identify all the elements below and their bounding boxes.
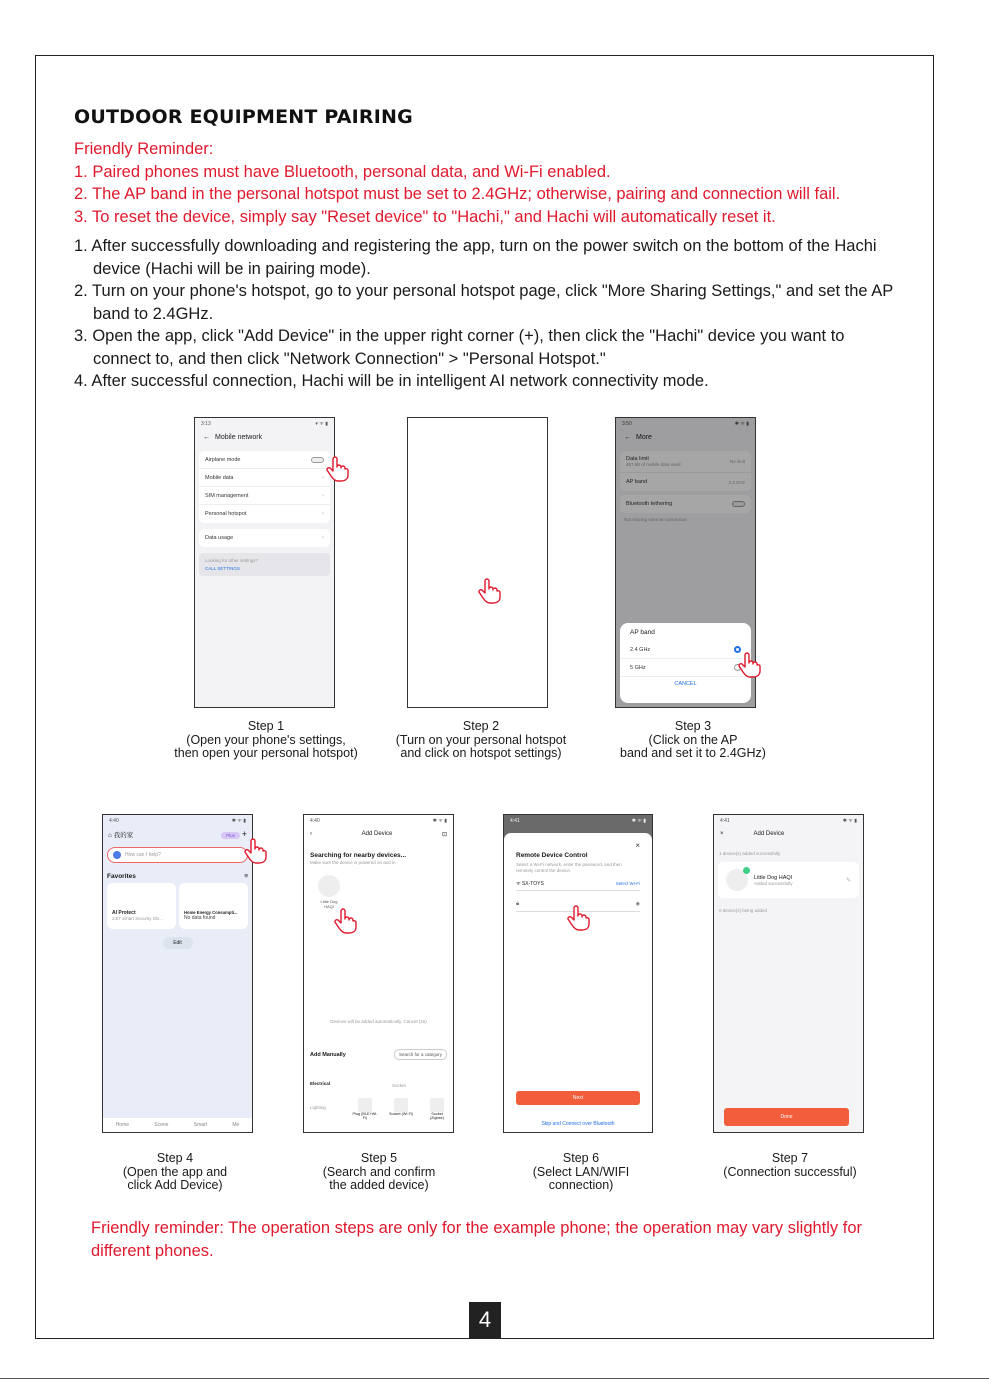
reminder-item: 1. Paired phones must have Bluetooth, personal data, and Wi-Fi enabled.	[74, 162, 611, 181]
home-icon: ⌂	[108, 831, 112, 839]
status-time: 4:41	[510, 818, 520, 824]
menu-icon: ≡	[244, 873, 248, 880]
sheet-title: AP band	[630, 629, 655, 636]
pointing-hand-icon	[244, 838, 268, 864]
screenshot-step5	[303, 814, 454, 1133]
being-added: 0 device(s) being added	[719, 908, 768, 913]
added-count: 1 device(s) added successfully	[719, 851, 781, 856]
instruction-item: 2. Turn on your phone's hotspot, go to your personal hotspot page, click "More Sharing Settings," and set the AP band to 2.4GHz.	[74, 282, 893, 323]
settings-row: Airplane mode	[199, 451, 330, 469]
device-card: Little Dog HAQI Added successfully ✎	[718, 862, 859, 898]
screenshot-step3	[615, 417, 756, 708]
screenshot-step4	[102, 814, 253, 1133]
toggle-icon	[311, 457, 324, 463]
settings-row: Data usage ›	[205, 535, 324, 541]
nav-home: Home	[115, 1122, 129, 1128]
plug-list: Plug (BLE+Wi-Fi) Socket (Wi-Fi) Socket (Zigbee)	[352, 1098, 450, 1120]
data-usage-card	[199, 529, 330, 547]
status-time: 4:41	[720, 818, 730, 824]
screen-title: More	[636, 434, 652, 441]
next-button: Next	[516, 1091, 640, 1105]
bottom-rule	[0, 1378, 989, 1379]
add-icon: +	[241, 829, 247, 839]
energy-icon	[184, 888, 243, 910]
settings-row: SIM management ›	[199, 487, 330, 505]
pointing-hand-icon	[334, 908, 358, 934]
pointing-hand-icon	[326, 456, 350, 482]
pointing-hand-icon	[738, 652, 762, 678]
caption-step3: Step 3 (Click on the AP band and set it to 2.4GHz)	[620, 719, 766, 760]
robot-dog-icon	[726, 869, 748, 891]
instruction-item: 1. After successfully downloading and registering the app, turn on the power switch on the bottom of the Hachi device (Hachi will be in pairing mode).	[74, 237, 877, 278]
settings-list	[199, 451, 330, 523]
back-arrow-icon: ←	[203, 434, 210, 441]
wifi-icon: ᯤ	[516, 881, 521, 887]
page-title: OUTDOOR EQUIPMENT PAIRING	[74, 106, 413, 128]
searching-title: Searching for nearby devices...	[310, 852, 407, 859]
status-icons: ✱ ᯤ ▮	[631, 818, 646, 824]
tile-ai-protect: AI Protect 24/7 Smart Security Dis...	[107, 883, 176, 929]
status-icons: ✱ ᯤ ▮	[231, 818, 246, 824]
nav-smart: Smart	[193, 1122, 208, 1128]
auto-add-text: Devices will be added automatically. Cancel (15)	[330, 1019, 427, 1024]
cancel-button: CANCEL	[674, 681, 697, 687]
back-icon: ‹	[310, 831, 312, 837]
status-time: 4:40	[109, 818, 119, 824]
favorites-header: Favorites ≡	[107, 873, 248, 880]
plus-badge: Plus	[221, 832, 240, 839]
app-header: ‹ Add Device ⊡	[310, 831, 447, 838]
screenshot-step7	[713, 814, 864, 1133]
lighting-label: Lighting	[310, 1105, 326, 1110]
settings-row: AP band 2.4 GHz	[626, 479, 745, 485]
other-settings-box	[199, 553, 330, 576]
option-row: 5 GHz	[620, 659, 751, 677]
reminder-heading: Friendly Reminder:	[74, 140, 214, 158]
edit-button: Edit	[163, 937, 193, 949]
socket-icon	[394, 1098, 408, 1112]
plug-icon	[358, 1098, 372, 1112]
electrical-label: Electrical	[310, 1081, 331, 1086]
status-time: 3:50	[622, 421, 632, 427]
settings-row: Personal hotspot ›	[205, 511, 324, 517]
tile-energy: Home Energy Consumpti... No data found	[179, 883, 248, 929]
settings-row: Data limit 457 kB of mobile data used No limit	[620, 451, 751, 473]
close-icon: ×	[720, 831, 724, 837]
app-header	[103, 825, 252, 843]
nav-scene: Scene	[154, 1122, 169, 1128]
back-arrow-icon: ←	[624, 434, 631, 441]
status-icons: ✱ ᯤ ▮	[734, 421, 749, 427]
chevron-right-icon: ›	[322, 511, 324, 517]
close-icon: ×	[635, 841, 640, 850]
looking-text: Looking for other settings?	[205, 558, 259, 563]
caption-step1: Step 1 (Open your phone's settings, then open your personal hotspot)	[174, 719, 358, 760]
screenshot-step1	[194, 417, 335, 708]
caption-step6: Step 6 (Select LAN/WIFI connection)	[532, 1151, 630, 1192]
searching-sub: Make sure the device is powered on and in	[310, 860, 396, 865]
lock-icon: 🔒︎	[516, 901, 520, 907]
edit-icon: ✎	[845, 877, 851, 884]
friendly-reminder	[74, 138, 840, 228]
status-icons: ✱ ᯤ ▮	[842, 818, 857, 824]
caption-step5: Step 5 (Search and confirm the added device)	[322, 1151, 436, 1192]
home-name: 我的家	[113, 831, 134, 839]
instruction-item: 3. Open the app, click "Add Device" in the upper right corner (+), then click the "Hachi" device you want to connect to, and then click "Network Connection" > "Personal Hotspot."	[74, 327, 845, 368]
reminder-item: 3. To reset the device, simply say "Reset device" to "Hachi," and Hachi will automatically reset it.	[74, 207, 776, 226]
page-number: 4	[469, 1302, 501, 1338]
scan-icon: ⊡	[441, 832, 447, 838]
chevron-right-icon: ›	[322, 492, 324, 499]
app-header: × Add Device	[720, 831, 785, 837]
screenshot-step2	[407, 417, 548, 708]
select-wifi-link: Select Wi-Fi	[615, 881, 640, 886]
status-time: 4:40	[310, 818, 320, 824]
reminder-item: 2. The AP band in the personal hotspot must be set to 2.4GHz; otherwise, pairing and connection will fail.	[74, 185, 841, 203]
wifi-row: ᯤ SX-TOYS Select Wi-Fi	[516, 881, 640, 891]
settings-row: Bluetooth tethering	[620, 495, 751, 513]
option-row: 2.4 GHz	[620, 641, 751, 659]
ap-band-sheet	[620, 623, 751, 703]
status-icons: ✱ ᯤ ▮	[432, 818, 447, 824]
caption-step2: Step 2 (Turn on your personal hotspot and click on hotspot settings)	[395, 719, 567, 760]
done-button: Done	[724, 1108, 849, 1126]
caption-step7: Step 7 (Connection successful)	[723, 1151, 857, 1179]
favorites-tiles	[103, 883, 252, 929]
control-sheet: × Remote Device Control Select a Wi-Fi network, enter the password, and then remotely control the device. ᯤ SX-TOYS Select Wi-Fi 🔒︎ ◉ Next Skip and Connect over Bluetooth	[504, 833, 652, 1132]
pointing-hand-icon	[567, 905, 591, 931]
status-icons: ▾ ᯤ ▮	[315, 421, 328, 427]
category-search: Search for a category	[394, 1049, 447, 1060]
settings-row: Mobile data ›	[199, 469, 330, 487]
pointing-hand-icon	[478, 578, 502, 604]
nav-me: Me	[232, 1122, 240, 1128]
bottom-nav	[103, 1118, 252, 1132]
robot-dog-icon	[318, 875, 340, 897]
screenshot-step6	[503, 814, 653, 1133]
status-time: 3:13	[201, 421, 211, 427]
caption-step4: Step 4 (Open the app and click Add Device)	[122, 1151, 228, 1192]
instruction-item: 4. After successful connection, Hachi will be in intelligent AI network connectivity mode.	[74, 372, 709, 390]
socket-icon	[430, 1098, 444, 1112]
camera-icon	[112, 888, 171, 910]
eye-icon: ◉	[635, 901, 640, 907]
instructions	[74, 235, 904, 393]
chevron-right-icon: ›	[322, 474, 324, 481]
assistant-icon	[113, 851, 121, 859]
chevron-right-icon: ›	[322, 535, 324, 541]
check-icon	[743, 867, 750, 874]
skip-link: Skip and Connect over Bluetooth	[541, 1121, 615, 1127]
call-settings-link: CALL SETTINGS	[205, 566, 240, 571]
screen-title: Mobile network	[215, 434, 263, 441]
socket-label: Socket	[392, 1083, 406, 1088]
assistant-search: How can I help?	[107, 847, 248, 863]
bt-sub: Not sharing Internet connection	[624, 517, 687, 522]
device-item: Little Dog HAQI	[304, 865, 354, 909]
footer-reminder: Friendly reminder: The operation steps are only for the example phone; the operation may vary slightly for different phones.	[91, 1219, 863, 1260]
manual-row: Add Manually Search for a category	[310, 1049, 447, 1060]
